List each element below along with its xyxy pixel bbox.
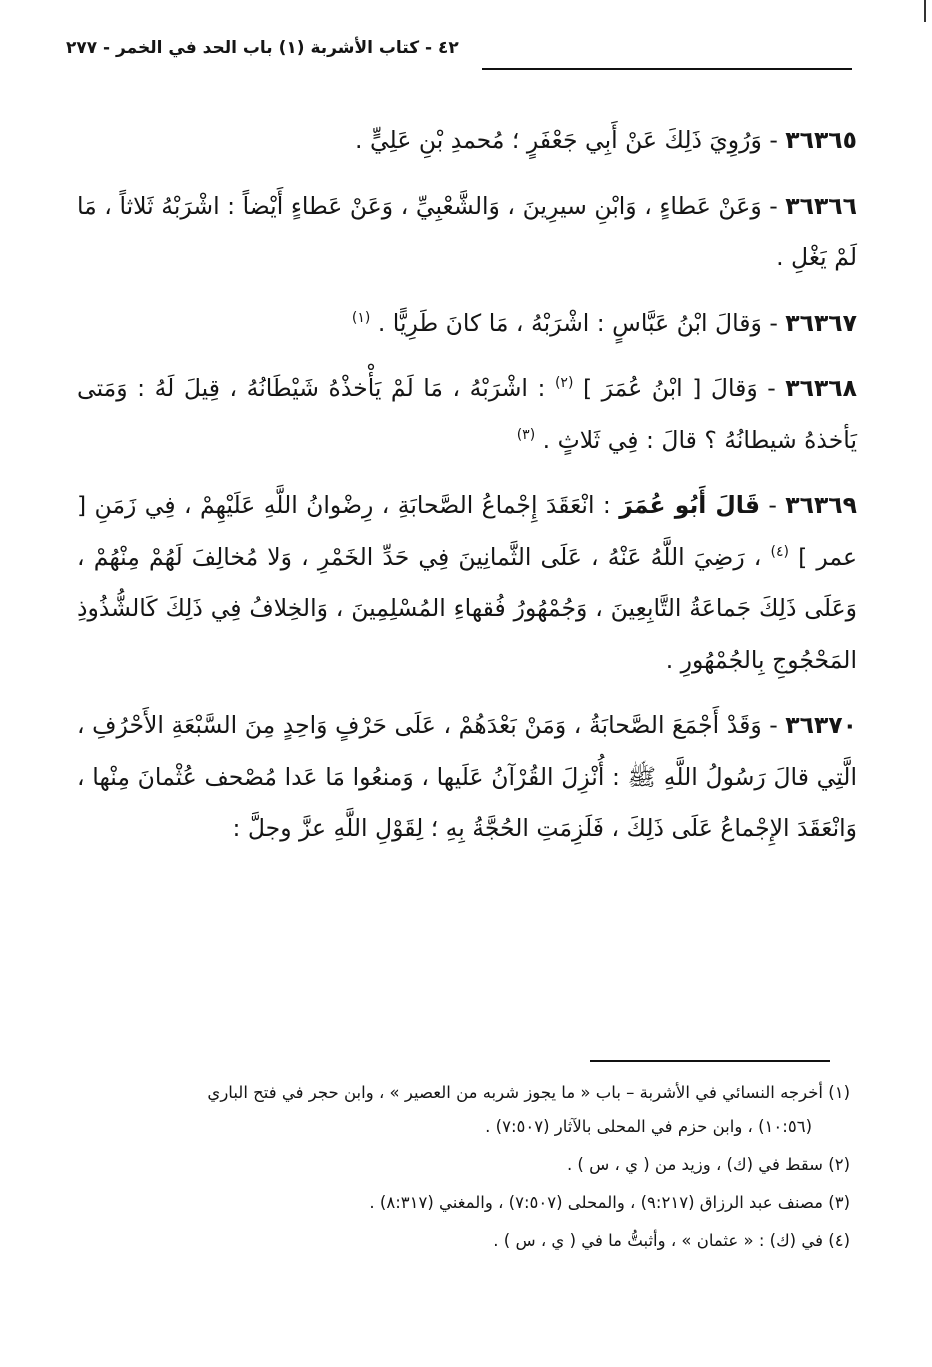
paragraph-36370 — [77, 700, 857, 855]
footnote-ref[interactable]: (١) — [351, 309, 371, 326]
paragraph-36365 — [77, 115, 857, 167]
paragraph-number: ٣٦٣٦٩ — [785, 491, 857, 519]
footnote-text: مصنف عبد الرزاق (٩:٢١٧) ، والمحلى (٧:٥٠٧) ، والمغني (٨:٣١٧) . — [369, 1193, 829, 1212]
paragraph-text: - وَرُوِيَ ذَلِكَ عَنْ أَبِي جَعْفَرٍ ؛ مُحمدِ بْنِ عَلِيٍّ . — [355, 126, 786, 154]
paragraph-36366 — [77, 181, 857, 284]
paragraph-text: ، رَضِيَ اللَّهُ عَنْهُ ، عَلَى الثَّمانِينَ فِي حَدِّ الخَمْرِ ، وَلا مُخالِفَ لَهُمْ مِنْهُمْ ، وَعَلَى ذَلِكَ جَماعَةُ التَّابِعِينَ ، وَجُمْهُورُ فُقهاءِ المُسْلِمِينَ ، وَالخِلافُ فِي ذَلِكَ كَالشُّذُوذِ المَحْجُوجِ بِالجُمْهُورِ . — [77, 542, 857, 674]
footnotes — [70, 1080, 850, 1266]
footnote-text: (١٠:٥٦) ، وابن حزم في المحلى بالآثار (٧:٥٠٧) . — [485, 1117, 812, 1136]
paragraph-text: - — [760, 491, 786, 519]
paragraph-36368 — [77, 363, 857, 466]
footnote-number: (٢) — [828, 1155, 850, 1174]
header-rule — [482, 68, 852, 70]
footnote-text: سقط في (ك) ، وزيد من ( ي ، س ) . — [566, 1155, 829, 1174]
paragraph-text: - وَعَنْ عَطاءٍ ، وَابْنِ سيرِينَ ، وَالشَّعْبِيِّ ، وَعَنْ عَطاءٍ أَيْضاً : اشْرَبْهُ ثَلاثاً ، مَا لَمْ يَغْلِ . — [77, 191, 857, 271]
paragraph-number: ٣٦٣٧٠ — [785, 711, 857, 739]
paragraph-36369 — [77, 480, 857, 686]
footnote-1 — [70, 1080, 850, 1140]
paragraph-text: : اشْرَبْهُ ، مَا لَمْ يَأْخذْهُ شَيْطَانُهُ ، قِيلَ لَهُ : وَمَتى يَأخذهُ شيطانُهُ ؟ قالَ : فِي ثَلاثٍ . — [77, 374, 857, 454]
paragraph-text: - وَقالَ ابْنُ عَبَّاسٍ : اشْرَبْهُ ، مَا كانَ طَرِيًّا . — [370, 308, 786, 337]
footnote-3 — [70, 1190, 850, 1216]
paragraph-number: ٣٦٣٦٨ — [785, 374, 857, 402]
paragraph-36367 — [77, 298, 857, 350]
paragraph-text: : انْعَقَدَ إِجْماعُ الصَّحابَةِ ، رِضْوانُ اللَّهِ عَلَيْهِمْ ، فِي زَمَنِ [ عمر ] — [77, 491, 857, 571]
footnote-separator — [590, 1060, 830, 1062]
footnote-4 — [70, 1228, 850, 1254]
main-text — [77, 115, 857, 855]
footnote-ref[interactable]: (٢) — [554, 375, 574, 392]
paragraph-text: - وَقَدْ أَجْمَعَ الصَّحابَةُ ، وَمَنْ بَعْدَهُمْ ، عَلَى حَرْفٍ وَاحِدٍ مِنَ السَّبْعَةِ الأَحْرُفِ ، الَّتِي قالَ رَسُولُ اللَّهِ ﷺ : أُنْزِلَ القُرْآنُ عَلَيها ، وَمنعُوا مَا عَدا مُصْحف عُثْمانَ مِنْها ، وَانْعَقَدَ الإِجْماعُ عَلَى ذَلِكَ ، فَلَزِمَتِ الحُجَّةُ بِهِ ؛ لِقَوْلِ اللَّهِ عزَّ وجلَّ : — [77, 711, 857, 842]
footnote-number: (٣) — [828, 1193, 850, 1212]
footnote-ref[interactable]: (٤) — [770, 543, 789, 560]
footnote-number: (١) — [828, 1083, 850, 1102]
paragraph-number: ٣٦٣٦٧ — [785, 308, 857, 337]
running-header — [66, 38, 852, 78]
footnote-2 — [70, 1152, 850, 1178]
header-title: ٤٢ - كتاب الأشربة (١) باب الحد في الخمر - ٢٧٧ — [66, 38, 459, 58]
paragraph-text: - وَقالَ [ ابْنُ عُمَرَ ] — [573, 374, 786, 402]
footnote-ref[interactable]: (٣) — [516, 426, 536, 443]
footnote-number: (٤) — [828, 1231, 850, 1250]
paragraph-number: ٣٦٣٦٦ — [785, 191, 857, 220]
scan-edge-mark — [924, 0, 926, 22]
footnote-text: أخرجه النسائي في الأشربة – باب « ما يجوز شربه من العصير » ، وابن حجر في فتح الباري — [207, 1083, 829, 1102]
paragraph-number: ٣٦٣٦٥ — [785, 126, 857, 154]
speaker-name: قَالَ أَبُو عُمَرَ — [619, 491, 761, 519]
footnote-text: في (ك) : « عثمان » ، وأثبتُّ ما في ( ي ، س ) . — [493, 1231, 829, 1250]
